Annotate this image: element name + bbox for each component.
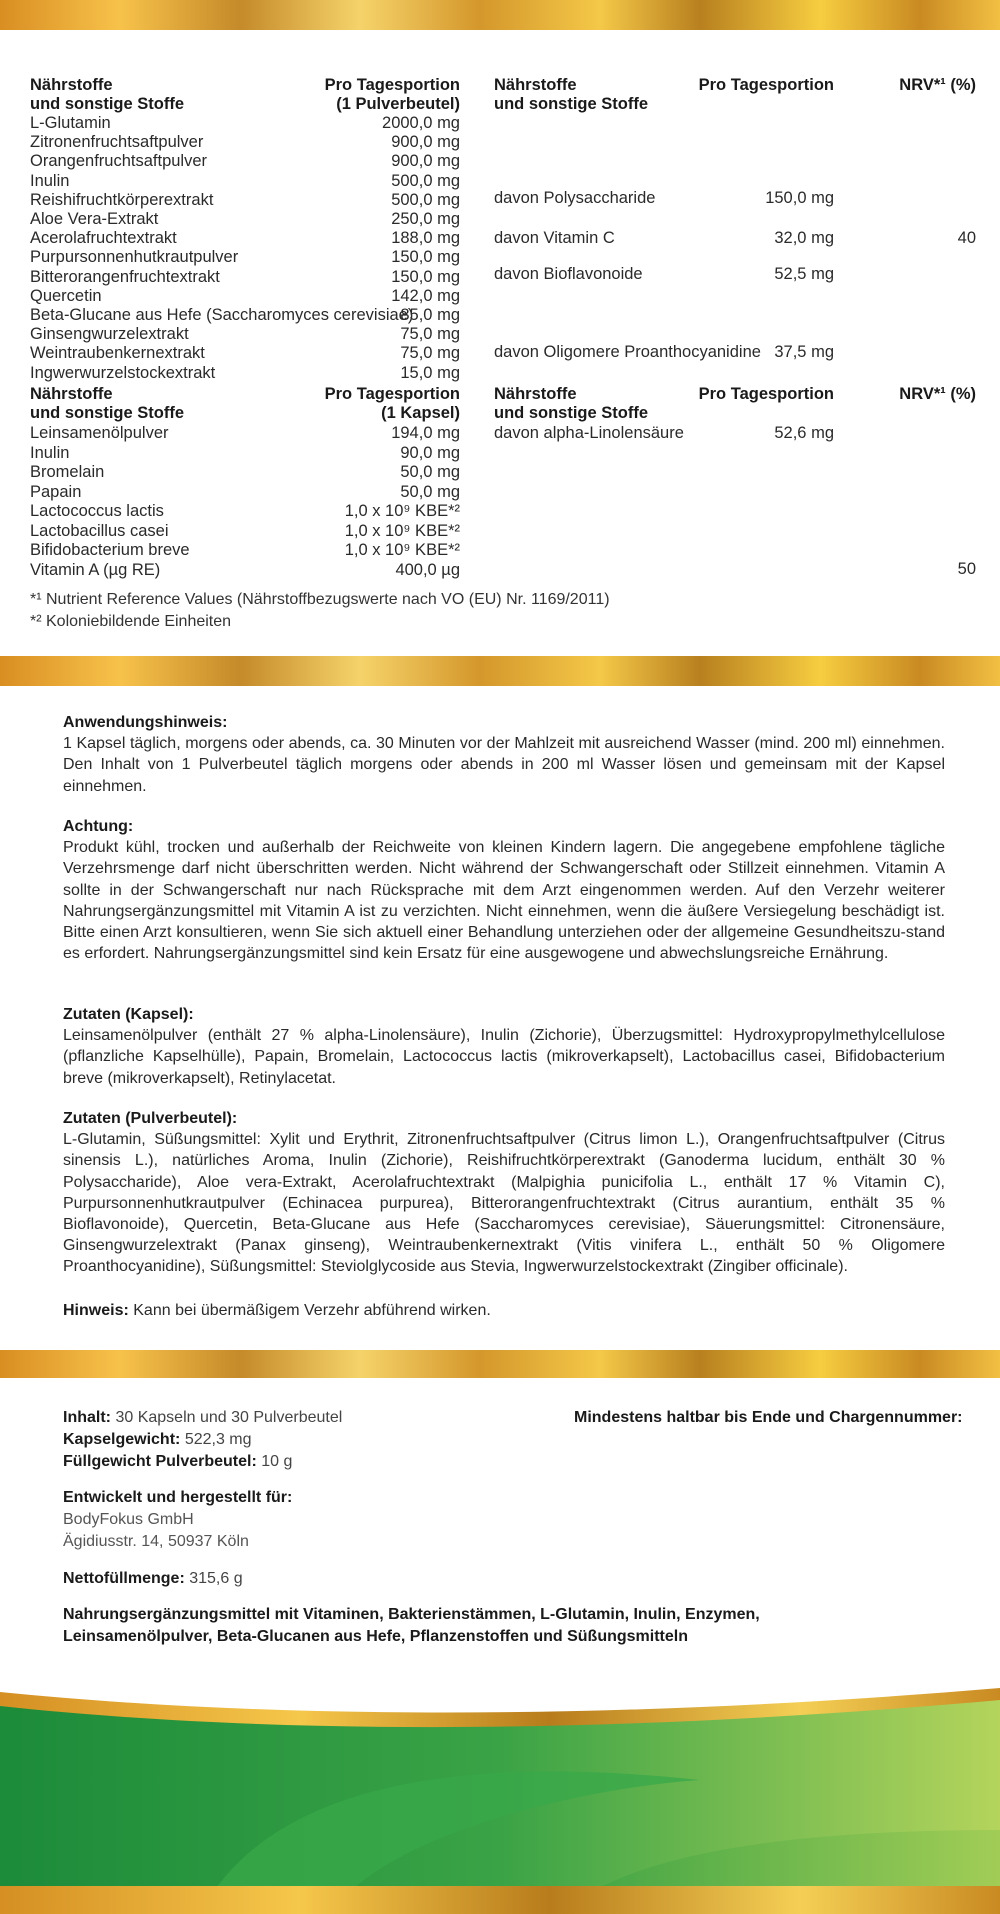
note-text: Kann bei übermäßigem Verzehr abführend wirken. (133, 1302, 491, 1319)
table-row: Ginsengwurzelextrakt (30, 325, 189, 344)
footnote-nrv: *¹ Nutrient Reference Values (Nährstoffbezugswerte nach VO (EU) Nr. 1169/2011) (30, 591, 610, 608)
table-row: Quercetin (30, 286, 102, 305)
content-value: 30 Kapseln und 30 Pulverbeutel (115, 1409, 343, 1426)
note-section (63, 1300, 945, 1321)
table-row: davon Polysaccharide (494, 189, 656, 207)
usage-section (63, 712, 945, 797)
table1-right-header-nrv: NRV*¹ (%) (899, 76, 976, 94)
table1-right-header-portion: Pro Tagesportion (698, 76, 834, 94)
table-cell: 90,0 mg (400, 443, 460, 462)
ingredients-capsule-section (63, 1004, 945, 1089)
table-cell: 52,5 mg (774, 265, 834, 283)
table-cell: 500,0 mg (391, 190, 460, 209)
table2-header-nutrient2: und sonstige Stoffe (30, 404, 184, 422)
developer-label-line (63, 1487, 292, 1509)
warning-heading: Achtung: (63, 818, 134, 835)
table-row: davon alpha-Linolensäure (494, 424, 684, 442)
table-row: Lactococcus lactis (30, 502, 164, 520)
table-row: Acerolafruchtextrakt (30, 229, 177, 248)
table-cell: 52,6 mg (774, 424, 834, 442)
table-row: L-Glutamin (30, 114, 111, 132)
table-row: Weintraubenkernextrakt (30, 344, 205, 363)
capsule-weight-value: 522,3 mg (184, 1431, 252, 1448)
table-cell: 194,0 mg (391, 424, 460, 442)
table-row: Bromelain (30, 463, 105, 481)
table-row: davon Oligomere Proanthocyanidine (494, 343, 761, 361)
table-row: davon Vitamin C (494, 229, 615, 247)
ingredients-capsule-heading: Zutaten (Kapsel): (63, 1006, 194, 1023)
content-label: Inhalt: (63, 1409, 111, 1426)
table-cell: 900,0 mg (391, 133, 460, 152)
table-cell: 900,0 mg (391, 152, 460, 171)
table-cell: 150,0 mg (391, 248, 460, 267)
developer-label: Entwickelt und hergestellt für: (63, 1489, 293, 1506)
net-weight-label: Nettofüllmenge: (63, 1570, 185, 1587)
table-cell: 37,5 mg (774, 343, 834, 361)
table-cell: 1,0 x 10⁹ KBE*² (344, 541, 460, 559)
ingredients-powder-section (63, 1108, 945, 1278)
table-row: Orangenfruchtsaftpulver (30, 152, 208, 171)
ingredients-capsule-text: Leinsamenölpulver (enthält 27 % alpha-Linolensäure), Inulin (Zichorie), Überzugsmittel: Hydroxypropylmethylcellulose (pflanzliche Kapselhülle), Papain, Bromelain, Lactococcus lactis (mikroverkapselt), Lactobacillus casei, Bifidobacterium breve (mikroverkapselt), Retinylacetat. (63, 1027, 945, 1087)
fill-weight-value: 10 g (261, 1453, 293, 1470)
net-weight-value: 315,6 g (189, 1570, 243, 1587)
table-cell: 150,0 mg (391, 267, 460, 286)
table2-right-header-nutrient: Nährstoffe (494, 385, 577, 403)
usage-heading: Anwendungshinweis: (63, 714, 228, 731)
table-row: Purpursonnenhutkrautpulver (30, 248, 239, 267)
table-cell-nrv: 40 (957, 229, 976, 247)
table-cell: 50,0 mg (400, 463, 460, 481)
fill-weight-line (63, 1451, 292, 1473)
table-cell: 150,0 mg (765, 189, 834, 207)
bottom-gold-band (0, 1886, 1000, 1914)
table-cell: 32,0 mg (774, 229, 834, 247)
product-description (63, 1604, 823, 1648)
usage-text: 1 Kapsel täglich, morgens oder abends, ca. 30 Minuten vor der Mahlzeit mit ausreichend Wasser (mind. 200 ml) einnehmen. Den Inhalt von 1 Pulverbeutel täglich morgens oder abends in 200 ml Wasser lösen und gemeinsam mit der Kapsel einnehmen. (63, 735, 945, 795)
capsule-weight-label: Kapselgewicht: (63, 1431, 181, 1448)
decorative-wave-footer (0, 1680, 1000, 1914)
table-cell: 142,0 mg (391, 286, 460, 305)
table-row: Zitronenfruchtsaftpulver (30, 133, 204, 152)
vitamin-a-nrv: 50 (957, 560, 976, 578)
ingredients-powder-text: L-Glutamin, Süßungsmittel: Xylit und Erythrit, Zitronenfruchtsaftpulver (Citrus limon L.), Orangenfruchtsaftpulver (Citrus sinensis L.), natürliches Aroma, Inulin (Zichorie), Reishifruchtkörperextrakt (Ganoderma lucidum, enthält 30 % Polysaccharide), Aloe vera-Extrakt, Acerolafruchtextrakt (Malpighia punicifolia L., enthält 17 % Vitamin C), Purpursonnenhutkrautpulver (Echinacea purpurea), Bitterorangenfruchtextrakt (Citrus aurantium, enthält 35 % Bioflavonoide), Quercetin, Beta-Glucane aus Hefe (Saccharomyces cerevisiae), Säuerungsmittel: Citronensäure, Ginsengwurzelextrakt (Panax ginseng), Weintraubenkernextrakt (Vitis vinifera L., enthält 50 % Oligomere Proanthocyanidine), Süßungsmittel: Steviolglycoside aus Stevia, Ingwerwurzelstockextrakt (Zingiber officinale). (63, 1131, 945, 1276)
table-row: Inulin (30, 171, 70, 190)
content-line (63, 1407, 342, 1429)
table2-header-nutrient: Nährstoffe (30, 385, 113, 403)
table1-header-portion: Pro Tagesportion (324, 76, 460, 94)
table2-right-header-nutrient2: und sonstige Stoffe (494, 404, 648, 422)
table1-right-header-nutrient2: und sonstige Stoffe (494, 95, 648, 113)
table-cell: 85,0 mg (400, 306, 460, 324)
ingredients-powder-heading: Zutaten (Pulverbeutel): (63, 1110, 238, 1127)
table1-header-portion2: (1 Pulverbeutel) (336, 95, 460, 113)
table-cell: 75,0 mg (400, 325, 460, 344)
best-before-label: Mindestens haltbar bis Ende und Chargennummer: (574, 1409, 963, 1426)
table-cell: 1,0 x 10⁹ KBE*² (344, 521, 460, 540)
capsule-weight-line (63, 1429, 252, 1451)
table-cell: 250,0 mg (391, 210, 460, 228)
net-weight-line (63, 1568, 243, 1590)
table2-header-portion: Pro Tagesportion (324, 385, 460, 403)
table-cell: 2000,0 mg (382, 114, 460, 132)
best-before-line (574, 1407, 963, 1429)
warning-section (63, 816, 945, 964)
table-row: Papain (30, 482, 82, 501)
middle-gold-band (0, 656, 1000, 686)
table-row: Aloe Vera-Extrakt (30, 210, 159, 228)
table2-right-header-nrv: NRV*¹ (%) (899, 385, 976, 403)
table1-header-nutrient2: und sonstige Stoffe (30, 95, 184, 113)
table-row: Reishifruchtkörperextrakt (30, 190, 214, 209)
table2-header-portion2: (1 Kapsel) (381, 404, 460, 422)
company-name: BodyFokus GmbH (63, 1511, 194, 1528)
table-cell: 400,0 µg (395, 560, 460, 579)
table1-right-header-nutrient: Nährstoffe (494, 76, 577, 94)
table-row: Inulin (30, 443, 70, 462)
table-row: Vitamin A (µg RE) (30, 560, 161, 579)
product-description-text: Nahrungsergänzungsmittel mit Vitaminen, Bakterienstämmen, L-Glutamin, Inulin, Enzymen, Leinsamenölpulver, Beta-Glucanen aus Hefe, Pflanzenstoffen und Süßungsmitteln (63, 1606, 760, 1645)
table-row: Beta-Glucane aus Hefe (Saccharomyces cerevisiae) (30, 306, 414, 324)
table-cell: 15,0 mg (400, 363, 460, 382)
table1-header-nutrient: Nährstoffe (30, 76, 113, 94)
warning-text: Produkt kühl, trocken und außerhalb der Reichweite von kleinen Kindern lagern. Die angegebene empfohlene tägliche Verzehrsmenge darf nicht überschritten werden. Nicht während der Schwangerschaft oder Stillzeit einnehmen. Vitamin A sollte in der Schwangerschaft nur nach Rücksprache mit dem Arzt eingenommen werden. Auf den Verzehr weiterer Nahrungsergänzungsmittel mit Vitamin A ist zu verzichten. Nicht einnehmen, wenn die äußere Versiegelung beschädigt ist. Bitte einen Arzt konsultieren, wenn Sie sich aktuell einer Behandlung unterziehen oder der allgemeine Gesundheitszu-stand es erfordert. Nahrungsergänzungsmittel sind kein Ersatz für eine ausgewogene und abwechslungsreiche Ernährung. (63, 839, 945, 963)
table-row: Bifidobacterium breve (30, 541, 190, 559)
note-heading: Hinweis: (63, 1302, 129, 1319)
table-cell: 1,0 x 10⁹ KBE*² (344, 502, 460, 520)
footnote-kbe: *² Koloniebildende Einheiten (30, 613, 232, 630)
table2-right-header-portion: Pro Tagesportion (698, 385, 834, 403)
table-row: davon Bioflavonoide (494, 265, 643, 283)
table-cell: 75,0 mg (400, 344, 460, 363)
table-row: Lactobacillus casei (30, 521, 169, 540)
company-address: Ägidiusstr. 14, 50937 Köln (63, 1533, 249, 1550)
fill-weight-label: Füllgewicht Pulverbeutel: (63, 1453, 257, 1470)
table-cell: 50,0 mg (400, 482, 460, 501)
table-cell: 500,0 mg (391, 171, 460, 190)
top-gold-band (0, 0, 1000, 30)
table-row: Ingwerwurzelstockextrakt (30, 363, 216, 382)
lower-gold-band (0, 1350, 1000, 1378)
table-cell: 188,0 mg (391, 229, 460, 248)
table-row: Leinsamenölpulver (30, 424, 169, 442)
table-row: Bitterorangenfruchtextrakt (30, 267, 220, 286)
